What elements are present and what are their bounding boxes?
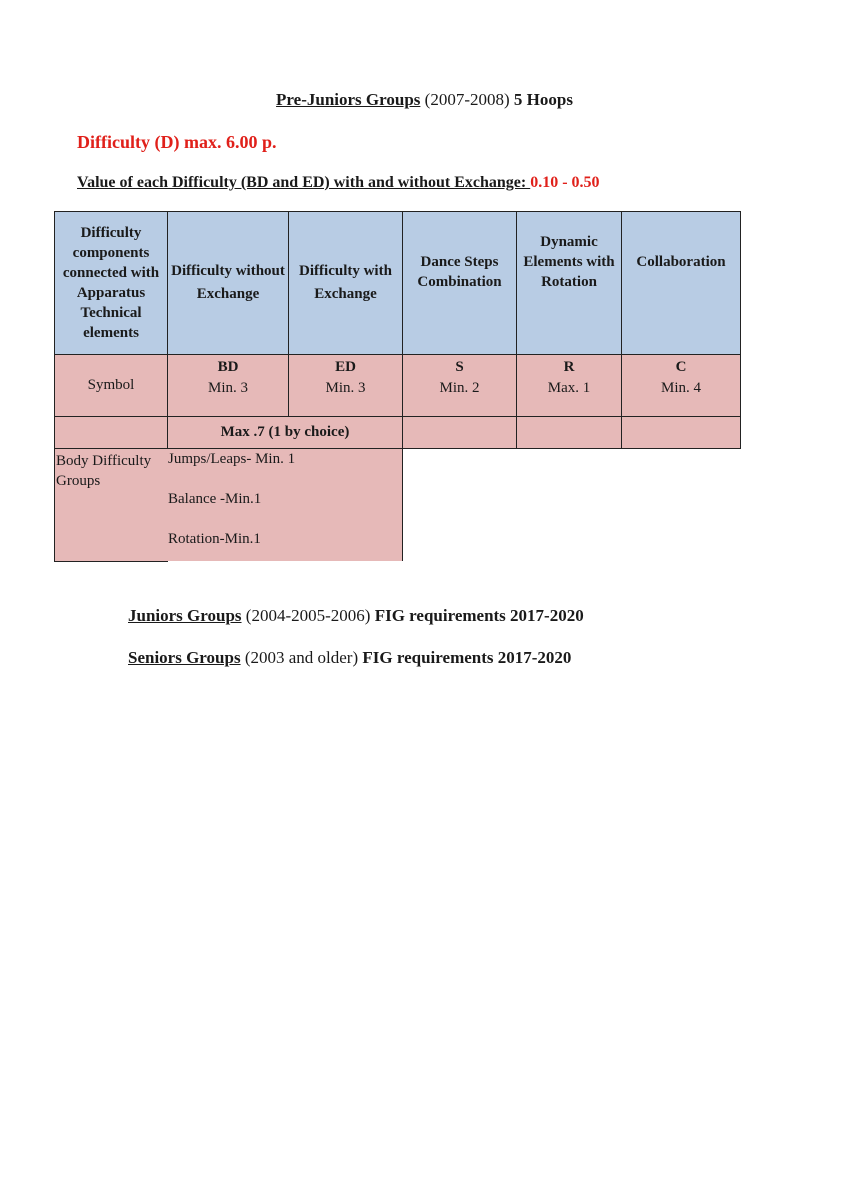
symbol-c <box>621 354 741 417</box>
symbol-requirement: Max. 1 <box>547 380 591 396</box>
symbol-bd <box>167 354 289 417</box>
symbol-ed <box>288 354 403 417</box>
seniors-groups-line <box>128 648 571 668</box>
body-difficulty-label-cell <box>54 448 168 562</box>
max-row-empty-cell <box>621 416 741 449</box>
symbol-code: S <box>455 359 464 375</box>
juniors-groups-line <box>128 606 584 626</box>
symbol-label-cell <box>54 354 168 417</box>
title-category: Pre-Juniors Groups <box>276 90 421 109</box>
group-requirements: FIG requirements 2017-2020 <box>362 648 572 667</box>
max-row-empty-cell <box>516 416 622 449</box>
title-apparatus: 5 Hoops <box>513 90 573 109</box>
max-row-cell <box>167 416 403 449</box>
body-difficulty-label: Body Difficulty Groups <box>56 453 152 489</box>
header-ed-text: Difficulty with Exchange <box>299 263 392 302</box>
symbol-code: C <box>675 359 687 375</box>
header-dance-steps-text: Dance Steps Combination <box>417 254 502 290</box>
header-components-text: Difficulty components connected with Apparatus Technical elements <box>62 225 160 341</box>
header-collaboration-text: Collaboration <box>636 254 726 270</box>
header-dance-steps <box>402 211 517 355</box>
symbol-code: ED <box>335 359 356 375</box>
symbol-s <box>402 354 517 417</box>
symbol-requirement: Min. 2 <box>439 380 480 396</box>
group-years: (2004-2005-2006) <box>241 606 375 625</box>
symbol-requirement: Min. 3 <box>207 380 248 396</box>
difficulty-max-line: Difficulty (D) max. 6.00 p. <box>77 132 277 152</box>
body-difficulty-items-cell <box>167 449 403 561</box>
header-collaboration <box>621 211 741 355</box>
title-years: (2007-2008) <box>420 90 514 109</box>
value-line <box>77 174 600 192</box>
value-label: Value of each Difficulty (BD and ED) with and without Exchange: <box>77 174 531 191</box>
group-requirements: FIG requirements 2017-2020 <box>374 606 584 625</box>
value-range: 0.10 - 0.50 <box>530 174 600 191</box>
symbol-code: R <box>563 359 575 375</box>
symbol-requirement: Min. 4 <box>660 380 701 396</box>
group-name: Seniors Groups <box>128 648 241 667</box>
symbol-r <box>516 354 622 417</box>
group-name: Juniors Groups <box>128 606 242 625</box>
header-dynamic <box>516 211 622 355</box>
body-item-jumps: Jumps/Leaps- Min. 1 <box>168 451 296 467</box>
body-item-balance: Balance -Min.1 <box>168 491 262 507</box>
header-dynamic-text: Dynamic Elements with Rotation <box>523 234 615 290</box>
symbol-code: BD <box>217 359 239 375</box>
max-row-empty-cell <box>402 416 517 449</box>
max-row-empty-cell <box>54 416 168 449</box>
header-bd <box>167 211 289 355</box>
group-years: (2003 and older) <box>240 648 363 667</box>
symbol-label: Symbol <box>87 377 135 393</box>
header-ed <box>288 211 403 355</box>
header-components <box>54 211 168 355</box>
header-bd-text: Difficulty without Exchange <box>171 263 285 302</box>
page-title <box>0 90 849 110</box>
symbol-requirement: Min. 3 <box>325 380 366 396</box>
max-row-text: Max .7 (1 by choice) <box>220 424 350 440</box>
body-item-rotation: Rotation-Min.1 <box>168 531 261 547</box>
